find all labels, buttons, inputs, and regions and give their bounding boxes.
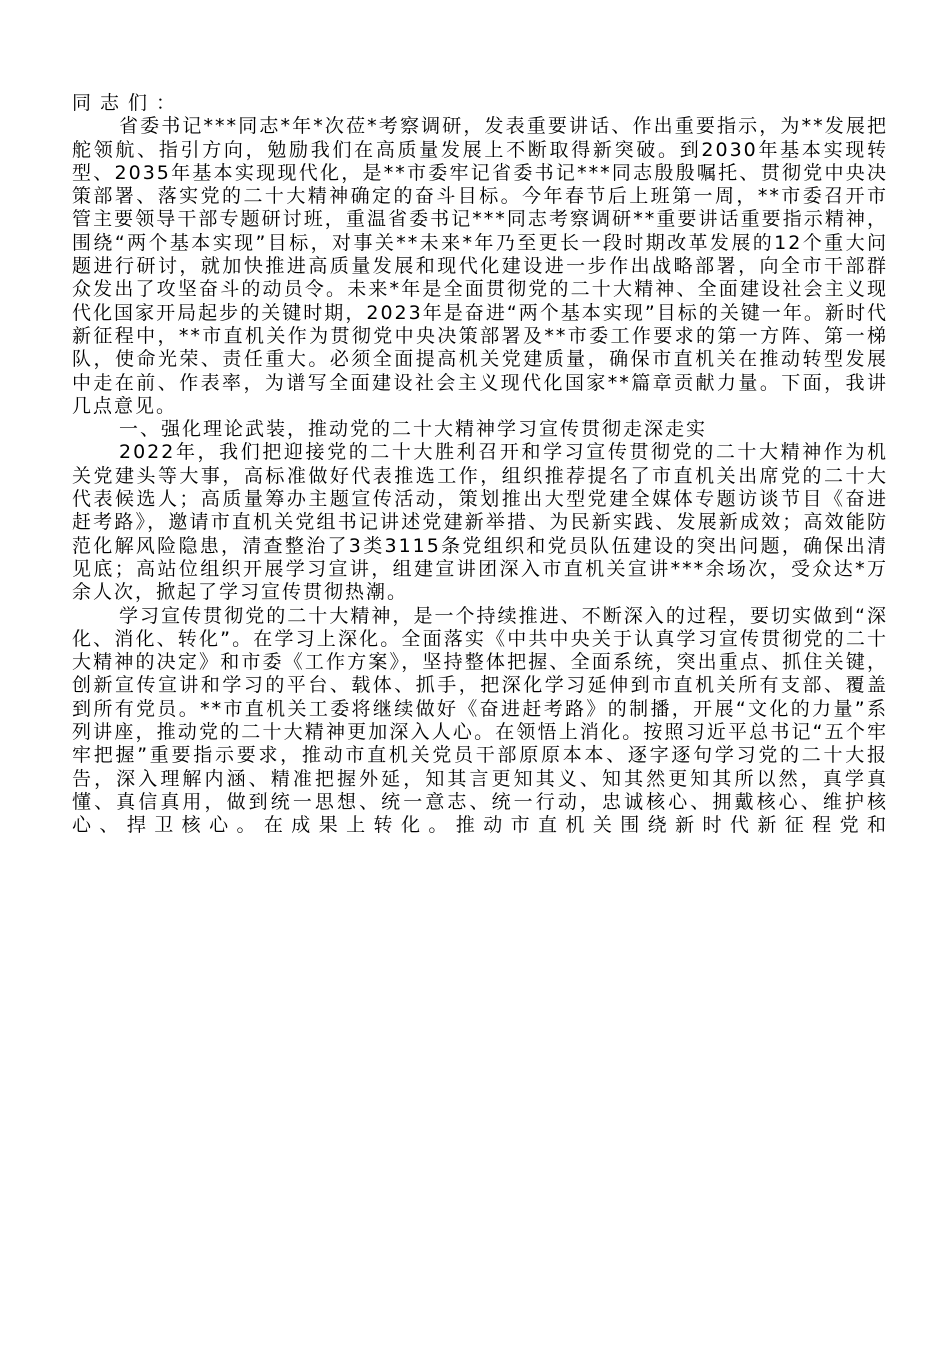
greeting: 同志们：: [72, 92, 185, 114]
section-paragraph-1: 2022年，我们把迎接党的二十大胜利召开和学习宣传贯彻党的二十大精神作为机关党建头等大事，高标准做好代表推选工作，组织推荐提名了市直机关出席党的二十大代表候选人；高质量筹办主题宣传活动，策划推出大型党建全媒体专题访谈节目《奋进赶考路》，邀请市直机关党组书记讲述党建新举措、为民新实践、发展新成效；高效能防范化解风险隐患，清查整治了3类3115条党组织和党员队伍建设的突出问题，确保出清见底；高站位组织开展学习宣讲，组建宣讲团深入市直机关宣讲***余场次，受众达*万余人次，掀起了学习宣传贯彻热潮。: [72, 441, 888, 604]
intro-paragraph: 省委书记***同志*年*次莅*考察调研，发表重要讲话、作出重要指示，为**发展把舵领航、指引方向，勉励我们在高质量发展上不断取得新突破。到2030年基本实现转型、2035年基本实现现代化，是**市委牢记省委书记***同志殷殷嘱托、贯彻党中央决策部署、落实党的二十大精神确定的奋斗目标。今年春节后上班第一周，**市委召开市管主要领导干部专题研讨班，重温省委书记***同志考察调研**重要讲话重要指示精神，围绕“两个基本实现”目标，对事关**未来*年乃至更长一段时期改革发展的12个重大问题进行研讨，就加快推进高质量发展和现代化建设进一步作出战略部署，向全市干部群众发出了攻坚奋斗的动员令。未来*年是全面贯彻党的二十大精神、全面建设社会主义现代化国家开局起步的关键时期，2023年是奋进“两个基本实现”目标的关键一年。新时代新征程中，**市直机关作为贯彻党中央决策部署及**市委工作要求的第一方阵、第一梯队，使命光荣、责任重大。必须全面提高机关党建质量，确保市直机关在推动转型发展中走在前、作表率，为谱写全面建设社会主义现代化国家**篇章贡献力量。下面，我讲几点意见。: [72, 115, 888, 417]
section-heading: 一、强化理论武装，推动党的二十大精神学习宣传贯彻走深走实: [119, 418, 708, 441]
document-page: [72, 92, 888, 838]
section-paragraph-2: 学习宣传贯彻党的二十大精神，是一个持续推进、不断深入的过程，要切实做到“深化、消化、转化”。在学习上深化。全面落实《中共中央关于认真学习宣传贯彻党的二十大精神的决定》和市委《工作方案》，坚持整体把握、全面系统，突出重点、抓住关键，创新宣传宣讲和学习的平台、载体、抓手，把深化学习延伸到市直机关所有支部、覆盖到所有党员。**市直机关工委将继续做好《奋进赶考路》的制播，开展“文化的力量”系列讲座，推动党的二十大精神更加深入人心。在领悟上消化。按照习近平总书记“五个牢牢把握”重要指示要求，推动市直机关党员干部原原本本、逐字逐句学习党的二十大报告，深入理解内涵、精准把握外延，知其言更知其义、知其然更知其所以然，真学真懂、真信真用，做到统一思想、统一意志、统一行动，忠诚核心、拥戴核心、维护核心、捍卫核心。在成果上转化。推动市直机关围绕新时代新征程党和: [72, 604, 888, 837]
